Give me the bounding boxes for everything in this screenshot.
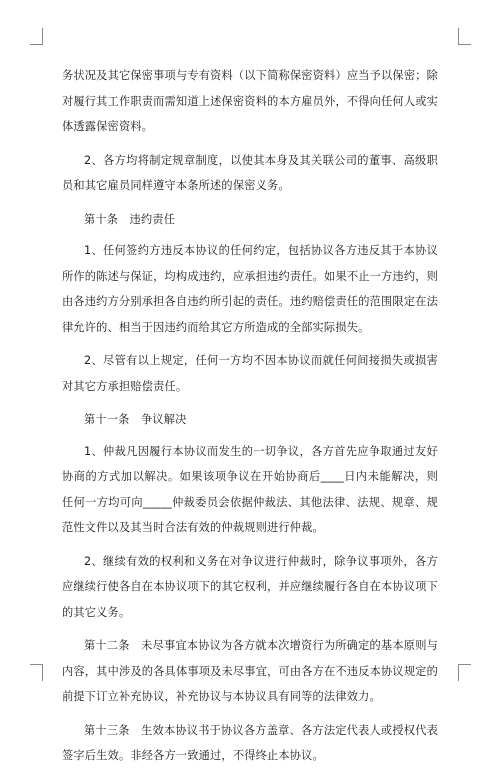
- heading-article-10: 第十条 违约责任: [84, 212, 176, 226]
- paragraph-breach-1: 1、任何签约方违反本协议的任何约定，包括协议各方违反其于本协议所作的陈述与保证，均构成违约，应承担违约责任。如果不止一方违约，则由各违约方分别承担各自违约所引起的责任。违约赔偿责任的范围限定在法律允许的、相当于因违约而给其它方所造成的全部实际损失。: [62, 244, 438, 334]
- paragraph-breach-2: 2、尽管有以上规定，任何一方均不因本协议而就任何间接损失或损害对其它方承担赔偿责任。: [62, 354, 438, 393]
- paragraph-dispute-1: 1、仲裁凡因履行本协议而发生的一切争议，各方首先应争取通过友好协商的方式加以解决。如果该项争议在开始协商后____日内未能解决，则任何一方均可向_____仲裁委员会依据仲裁法、其他法律、法规、规章、规范性文件以及其当时合法有效的仲裁规则进行仲裁。: [62, 444, 438, 534]
- paragraph-dispute-2: 2、继续有效的权利和义务在对争议进行仲裁时，除争议事项外，各方应继续行使各自在本协议项下的其它权利，并应继续履行各自在本协议项下的其它义务。: [62, 554, 438, 619]
- crop-mark-top-left: [30, 28, 43, 45]
- paragraph-article-13: 第十三条 生效本协议书于协议各方盖章、各方法定代表人或授权代表签字后生效。非经各方一致通过，不得终止本协议。: [62, 723, 438, 762]
- crop-mark-bottom-right: [458, 664, 471, 681]
- paragraph-confidentiality-2: 2、各方均将制定规章制度，以使其本身及其关联公司的董事、高级职员和其它雇员同样遵守本条所述的保密义务。: [62, 153, 438, 192]
- crop-mark-bottom-left: [30, 664, 43, 681]
- document-body: [62, 63, 438, 777]
- paragraph-article-12: 第十二条 未尽事宜本协议为各方就本次增资行为所确定的基本原则与内容，其中涉及的各具体事项及未尽事宜，可由各方在不违反本协议规定的前提下订立补充协议，补充协议与本协议具有同等的法律效力。: [62, 639, 438, 703]
- paragraph-confidentiality-continued: 务状况及其它保密事项与专有资料（以下简称保密资料）应当予以保密；除对履行其工作职责而需知道上述保密资料的本方雇员外，不得向任何人或实体透露保密资料。: [62, 69, 438, 133]
- heading-article-11: 第十一条 争议解决: [84, 413, 187, 426]
- crop-mark-top-right: [458, 28, 471, 45]
